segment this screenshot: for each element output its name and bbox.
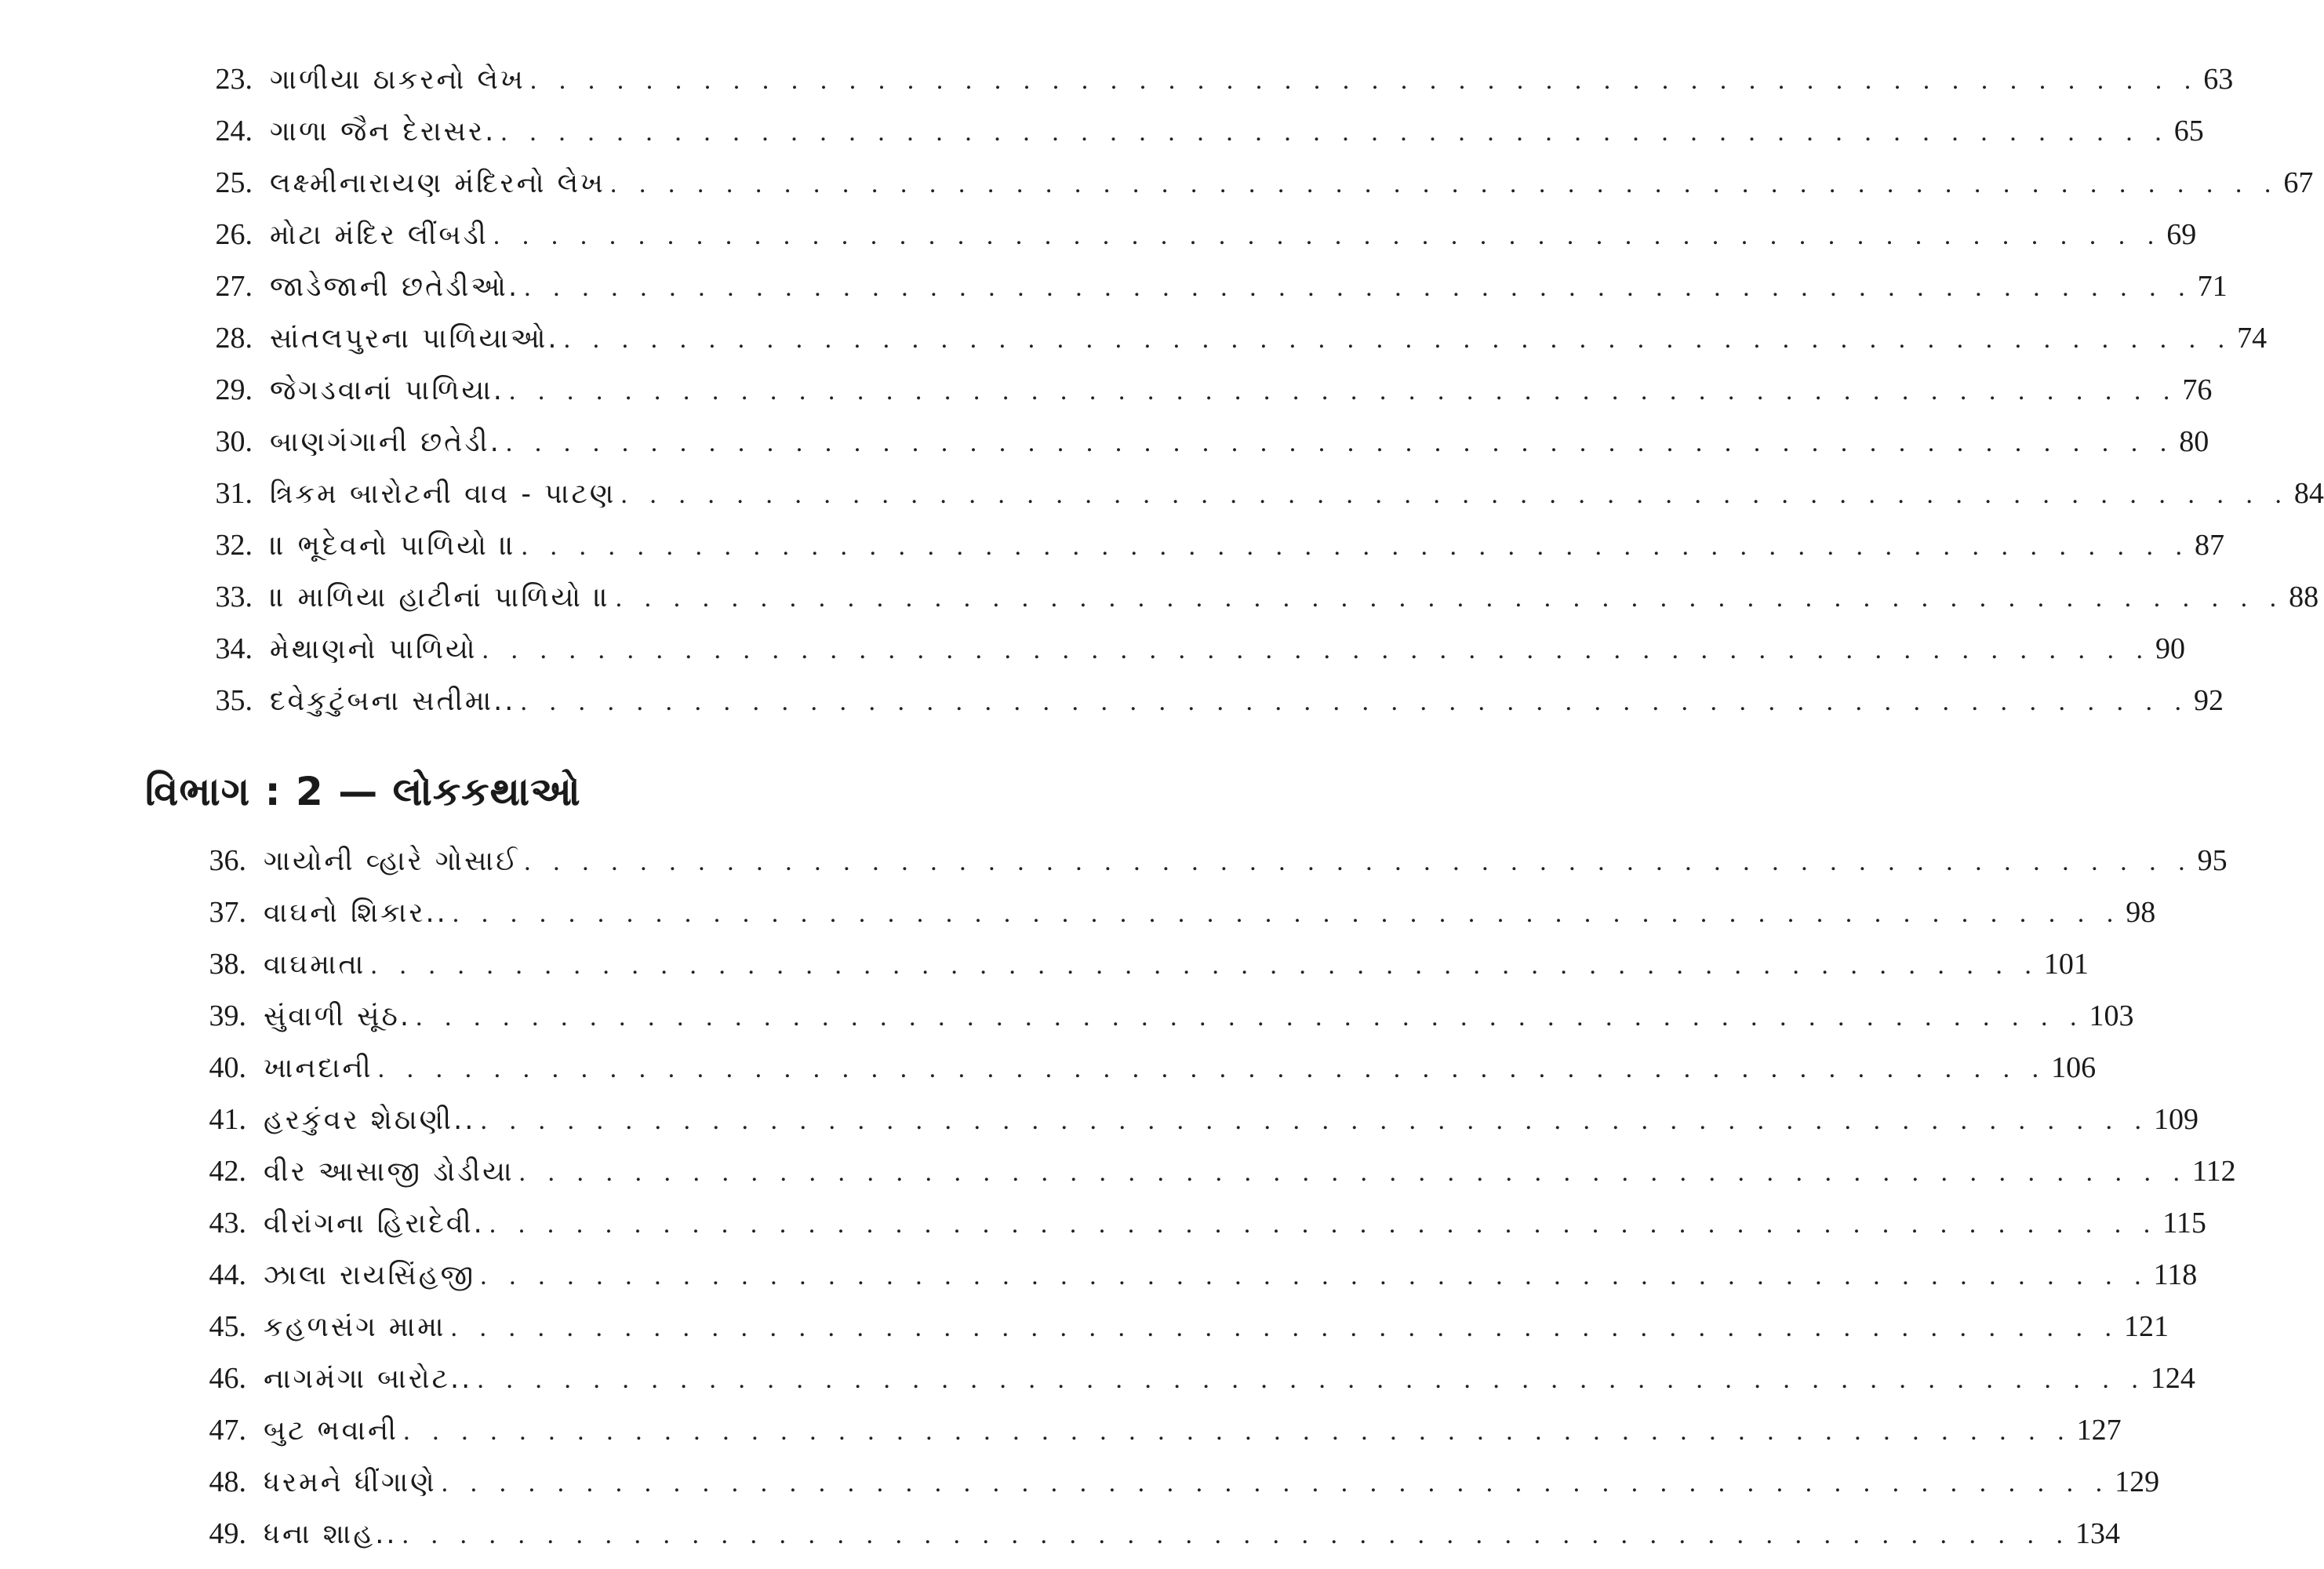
toc-entry-title: વીર આસાજી ડોડીયા: [264, 1156, 515, 1188]
toc-entry: [188, 260, 2228, 312]
toc-entry-title: ॥ માળિયા હાટીનાં પાળિયો ॥: [270, 582, 611, 613]
toc-entry-number: 28.: [215, 322, 253, 355]
toc-entry-page: 80: [2179, 425, 2209, 458]
toc-entry-number: 26.: [215, 218, 253, 251]
toc-entry: [182, 886, 2156, 938]
toc-entry-page: 112: [2192, 1155, 2236, 1188]
dot-leader: . . . . . . . . . . . . . . . . . . . . . . . . . . . . . . . . . . . . . . . . . . . . . . . . . . . . . . . . . .: [518, 1158, 2188, 1187]
toc-entry: [188, 105, 2204, 157]
toc-entry-number: 46.: [209, 1362, 246, 1395]
toc-entry-number: 49.: [209, 1517, 246, 1550]
toc-entry-number: 40.: [209, 1051, 246, 1084]
toc-entry-title: વાઘનો શિકાર..: [264, 897, 448, 929]
dot-leader: . . . . . . . . . . . . . . . . . . . . . . . . . . . . . . . . . . . . . . . . . . . . . . . . . . . . . . . . . .: [370, 951, 2039, 980]
toc-entry-title: ધરમને ધીંગાણે: [264, 1467, 437, 1498]
toc-entry-page: 134: [2075, 1517, 2120, 1550]
toc-entry-page: 92: [2193, 684, 2224, 717]
dot-leader: . . . . . . . . . . . . . . . . . . . . . . . . . . . . . . . . . . . . . . . . . . . . . . . . . . . . . . . . . .: [529, 66, 2199, 95]
toc-entry: [188, 53, 2234, 105]
toc-entry-number: 47.: [209, 1414, 246, 1447]
toc-entry-number: 38.: [209, 948, 246, 981]
toc-entry: [182, 1301, 2169, 1352]
dot-leader: . . . . . . . . . . . . . . . . . . . . . . . . . . . . . . . . . . . . . . . . . . . . . . . . . . . . . . . . . .: [402, 1520, 2071, 1549]
toc-entry: [182, 1145, 2236, 1197]
toc-entry-number: 35.: [215, 684, 253, 717]
toc-list-section-1: [188, 53, 2324, 726]
toc-entry-title: લક્ષ્મીનારાયણ મંદિરનો લેખ: [270, 168, 606, 199]
toc-entry-title: સુંવાળી સૂંઠ.: [264, 1001, 412, 1032]
toc-entry-title: બાણગંગાની છતેડી.: [270, 427, 501, 458]
toc-entry: [182, 938, 2089, 990]
toc-entry-page: 90: [2155, 632, 2186, 665]
dot-leader: . . . . . . . . . . . . . . . . . . . . . . . . . . . . . . . . . . . . . . . . . . . . . . . . . . . . . . . . . .: [480, 1106, 2149, 1135]
toc-entry-title: દવેકુટુંબના સતીમા..: [270, 686, 516, 717]
toc-entry-title: ખાનદાની: [264, 1053, 373, 1084]
toc-entry: [182, 1197, 2206, 1249]
toc-entry-title: બુટ ભવાની: [264, 1415, 399, 1447]
dot-leader: . . . . . . . . . . . . . . . . . . . . . . . . . . . . . . . . . . . . . . . . . . . . . . . . . . . . . . . . . .: [441, 1469, 2111, 1498]
toc-entry: [182, 835, 2228, 886]
toc-entry-title: વીરાંગના હિરાદેવી.: [264, 1208, 485, 1240]
toc-entry-title: કહળસંગ મામા: [264, 1312, 446, 1343]
toc-entry-title: મોટા મંદિર લીંબડી: [270, 220, 489, 251]
toc-entry-number: 31.: [215, 477, 253, 510]
dot-leader: . . . . . . . . . . . . . . . . . . . . . . . . . . . . . . . . . . . . . . . . . . . . . . . . . . . . . . . . . .: [615, 584, 2285, 613]
toc-entry-number: 45.: [209, 1310, 246, 1343]
toc-entry-page: 109: [2153, 1103, 2199, 1136]
dot-leader: . . . . . . . . . . . . . . . . . . . . . . . . . . . . . . . . . . . . . . . . . . . . . . . . . . . . . . . . . .: [416, 1003, 2085, 1032]
dot-leader: . . . . . . . . . . . . . . . . . . . . . . . . . . . . . . . . . . . . . . . . . . . . . . . . . . . . . . . . . .: [489, 1210, 2159, 1239]
toc-entry-page: 67: [2283, 166, 2314, 199]
section-2-heading: વિભાગ : 2 — લોકકથાઓ: [145, 769, 581, 814]
toc-entry-number: 23.: [215, 63, 253, 96]
toc-entry-number: 43.: [209, 1207, 246, 1240]
toc-entry-title: ॥ ભૂદેવનો પાળિયો ॥: [270, 530, 517, 562]
toc-entry-number: 30.: [215, 425, 253, 458]
toc-entry: [188, 571, 2319, 623]
dot-leader: . . . . . . . . . . . . . . . . . . . . . . . . . . . . . . . . . . . . . . . . . . . . . . . . . . . . . . . . . .: [482, 635, 2151, 664]
dot-leader: . . . . . . . . . . . . . . . . . . . . . . . . . . . . . . . . . . . . . . . . . . . . . . . . . . . . . . . . . .: [524, 847, 2193, 876]
dot-leader: . . . . . . . . . . . . . . . . . . . . . . . . . . . . . . . . . . . . . . . . . . . . . . . . . . . . . . . . . .: [620, 480, 2289, 509]
toc-entry-page: 129: [2115, 1465, 2160, 1498]
toc-entry-number: 48.: [209, 1465, 246, 1498]
toc-entry: [188, 312, 2268, 364]
toc-entry-page: 71: [2197, 270, 2228, 303]
toc-entry: [188, 675, 2224, 726]
toc-entry-page: 124: [2150, 1362, 2195, 1395]
dot-leader: . . . . . . . . . . . . . . . . . . . . . . . . . . . . . . . . . . . . . . . . . . . . . . . . . . . . . . . . . .: [500, 118, 2169, 147]
toc-entry-title: ત્રિકમ બારોટની વાવ - પાટણ: [270, 479, 616, 510]
toc-entry-title: નાગમંગા બારોટ..: [264, 1363, 473, 1395]
toc-entry-page: 76: [2182, 373, 2213, 406]
toc-entry-number: 36.: [209, 844, 246, 877]
toc-entry-title: ગાળા જૈન દેરાસર.: [270, 116, 496, 147]
toc-entry-title: સાંતલપુરના પાળિયાઓ.: [270, 323, 559, 355]
toc-entry-page: 101: [2043, 948, 2089, 981]
dot-leader: . . . . . . . . . . . . . . . . . . . . . . . . . . . . . . . . . . . . . . . . . . . . . . . . . . . . . . . . . .: [609, 169, 2279, 198]
toc-entry-page: 69: [2166, 218, 2197, 251]
dot-leader: . . . . . . . . . . . . . . . . . . . . . . . . . . . . . . . . . . . . . . . . . . . . . . . . . . . . . . . . . .: [508, 377, 2178, 406]
toc-entry-page: 88: [2289, 581, 2319, 613]
toc-entry: [188, 209, 2197, 260]
dot-leader: . . . . . . . . . . . . . . . . . . . . . . . . . . . . . . . . . . . . . . . . . . . . . . . . . . . . . . . . . .: [377, 1054, 2047, 1083]
dot-leader: . . . . . . . . . . . . . . . . . . . . . . . . . . . . . . . . . . . . . . . . . . . . . . . . . . . . . . . . . .: [520, 687, 2189, 716]
dot-leader: . . . . . . . . . . . . . . . . . . . . . . . . . . . . . . . . . . . . . . . . . . . . . . . . . . . . . . . . . .: [505, 428, 2175, 457]
dot-leader: . . . . . . . . . . . . . . . . . . . . . . . . . . . . . . . . . . . . . . . . . . . . . . . . . . . . . . . . . .: [563, 325, 2233, 354]
toc-entry-page: 103: [2089, 999, 2134, 1032]
toc-entry: [188, 416, 2209, 468]
toc-entry-number: 24.: [215, 115, 253, 147]
toc-entry-page: 87: [2194, 529, 2224, 562]
toc-entry-number: 27.: [215, 270, 253, 303]
toc-entry-number: 34.: [215, 632, 253, 665]
toc-entry: [188, 157, 2314, 209]
dot-leader: . . . . . . . . . . . . . . . . . . . . . . . . . . . . . . . . . . . . . . . . . . . . . . . . . . . . . . . . . .: [493, 221, 2162, 250]
toc-entry: [182, 990, 2134, 1042]
toc-entry-number: 32.: [215, 529, 253, 562]
toc-entry-title: ઝાલા રાયસિંહજી: [264, 1260, 476, 1291]
toc-entry: [188, 519, 2224, 571]
toc-entry: [182, 1249, 2198, 1301]
toc-entry-number: 33.: [215, 581, 253, 613]
toc-entry-title: ધના શાહ..: [264, 1519, 398, 1550]
toc-entry-title: ગાયોની વ્હારે ગોસાઈ: [264, 846, 520, 877]
toc-entry-page: 106: [2051, 1051, 2097, 1084]
dot-leader: . . . . . . . . . . . . . . . . . . . . . . . . . . . . . . . . . . . . . . . . . . . . . . . . . . . . . . . . . .: [450, 1313, 2119, 1342]
toc-entry-page: 98: [2126, 896, 2156, 929]
toc-entry-page: 63: [2203, 63, 2234, 96]
toc-entry-page: 74: [2237, 322, 2268, 355]
toc-entry-page: 121: [2124, 1310, 2169, 1343]
dot-leader: . . . . . . . . . . . . . . . . . . . . . . . . . . . . . . . . . . . . . . . . . . . . . . . . . . . . . . . . . .: [480, 1261, 2149, 1291]
dot-leader: . . . . . . . . . . . . . . . . . . . . . . . . . . . . . . . . . . . . . . . . . . . . . . . . . . . . . . . . . .: [477, 1365, 2146, 1394]
toc-entry-page: 115: [2162, 1207, 2206, 1240]
toc-entry: [188, 364, 2213, 416]
toc-entry: [188, 468, 2324, 519]
toc-entry-number: 25.: [215, 166, 253, 199]
toc-entry-title: ગાળીયા ઠાકરનો લેખ: [270, 64, 526, 96]
toc-entry-title: વાઘમાતા: [264, 949, 366, 981]
toc-entry: [182, 1094, 2199, 1145]
toc-entry-number: 39.: [209, 999, 246, 1032]
toc-entry-title: જેગડવાનાં પાળિયા.: [270, 375, 504, 406]
toc-entry-number: 41.: [209, 1103, 246, 1136]
toc-entry: [182, 1404, 2122, 1456]
dot-leader: . . . . . . . . . . . . . . . . . . . . . . . . . . . . . . . . . . . . . . . . . . . . . . . . . . . . . . . . . .: [403, 1417, 2072, 1446]
toc-entry-number: 42.: [209, 1155, 246, 1188]
toc-entry: [188, 623, 2186, 675]
toc-entry: [182, 1042, 2097, 1094]
toc-list-section-2: [182, 835, 2236, 1560]
dot-leader: . . . . . . . . . . . . . . . . . . . . . . . . . . . . . . . . . . . . . . . . . . . . . . . . . . . . . . . . . .: [524, 273, 2193, 302]
toc-entry-title: મેથાણનો પાળિયો: [270, 634, 478, 665]
toc-entry-page: 118: [2153, 1258, 2198, 1291]
toc-entry-page: 84: [2293, 477, 2324, 510]
toc-entry-number: 37.: [209, 896, 246, 929]
toc-entry-number: 44.: [209, 1258, 246, 1291]
toc-entry-page: 127: [2076, 1414, 2122, 1447]
toc-entry: [182, 1352, 2195, 1404]
toc-entry-title: જાડેજાની છતેડીઓ.: [270, 271, 520, 303]
dot-leader: . . . . . . . . . . . . . . . . . . . . . . . . . . . . . . . . . . . . . . . . . . . . . . . . . . . . . . . . . .: [521, 532, 2190, 561]
toc-entry-title: હરકુંવર શેઠાણી..: [264, 1105, 476, 1136]
dot-leader: . . . . . . . . . . . . . . . . . . . . . . . . . . . . . . . . . . . . . . . . . . . . . . . . . . . . . . . . . .: [452, 899, 2122, 928]
toc-entry: [182, 1508, 2120, 1560]
toc-entry-page: 65: [2173, 115, 2204, 147]
toc-entry-number: 29.: [215, 373, 253, 406]
toc-entry: [182, 1456, 2160, 1508]
toc-entry-page: 95: [2197, 844, 2228, 877]
